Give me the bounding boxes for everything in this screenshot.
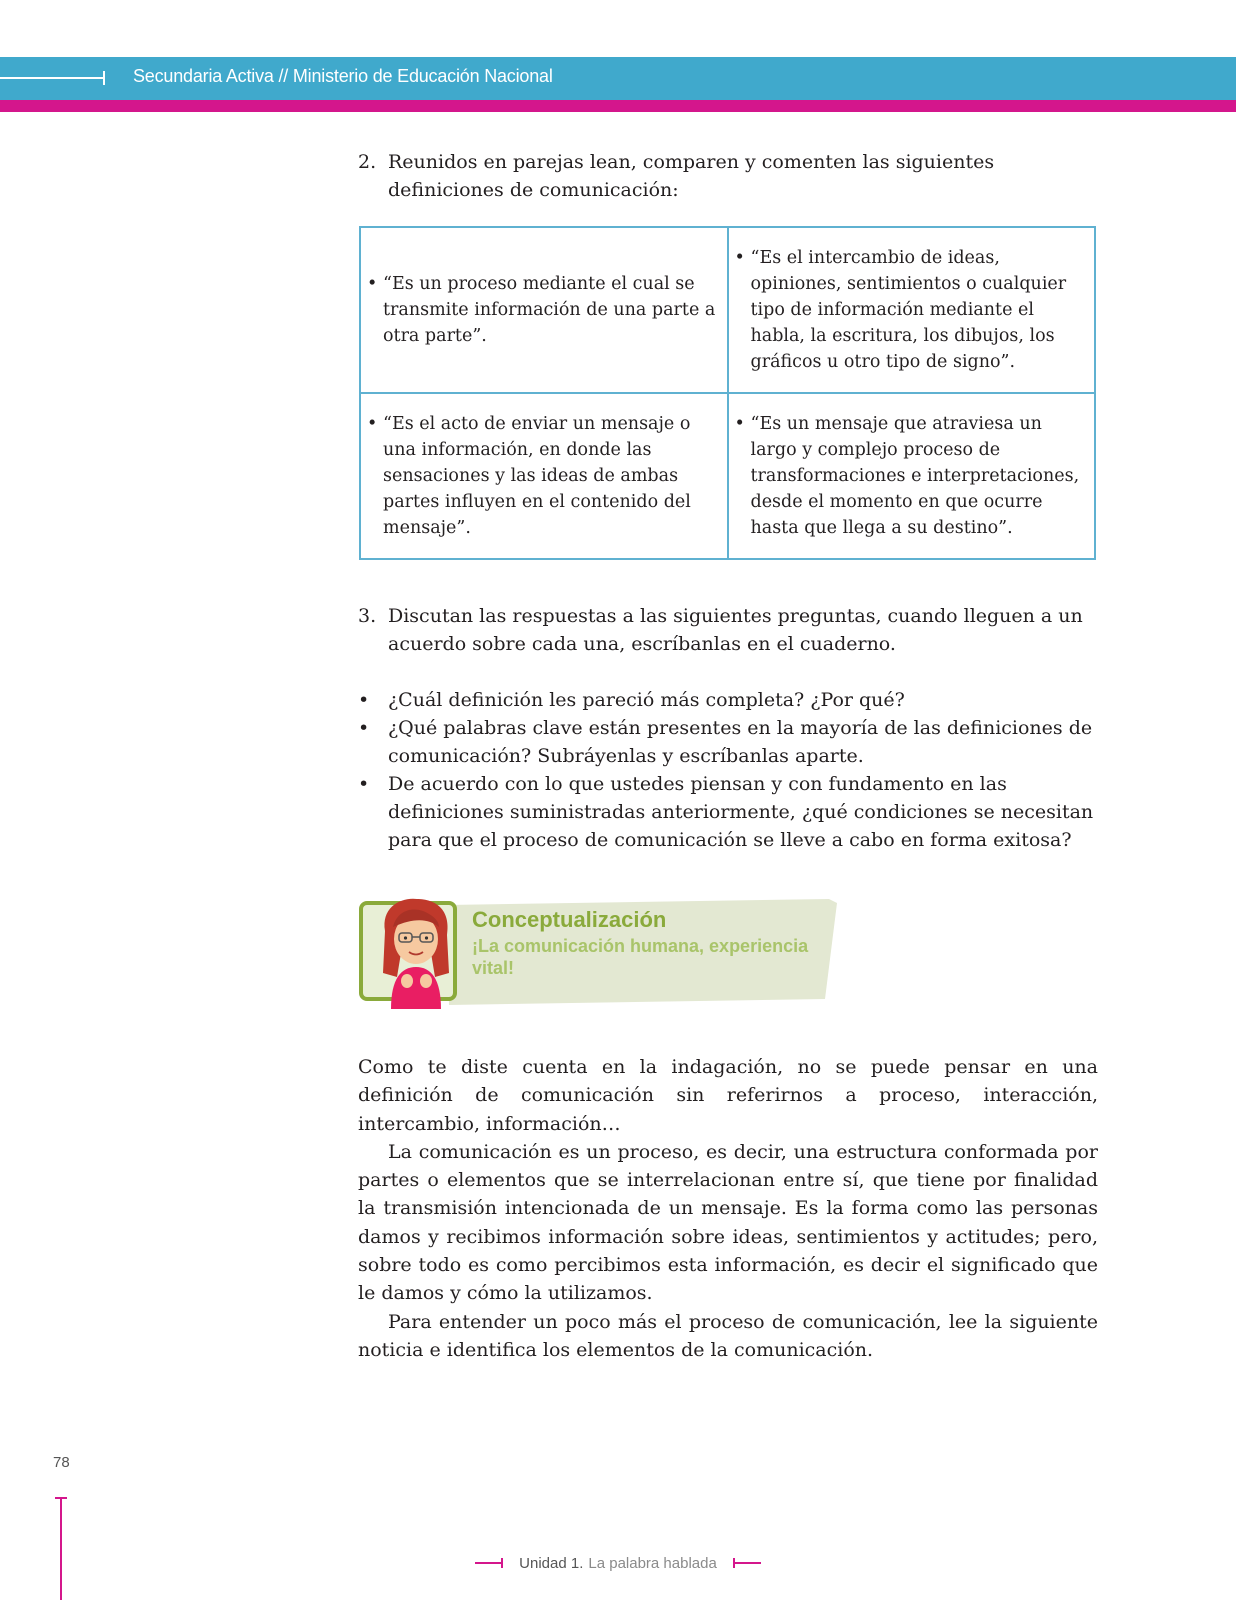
question-number: 2. <box>358 151 377 173</box>
header-stripe <box>0 100 1236 112</box>
header-rule <box>0 77 104 79</box>
footer-left-rule <box>475 1562 503 1564</box>
banner-subtitle: ¡La comunicación humana, experiencia vital! <box>472 936 809 978</box>
question-3 <box>358 602 1098 658</box>
definition-cell <box>360 393 728 559</box>
definitions-row <box>360 227 1095 393</box>
margin-line <box>60 1497 62 1600</box>
paragraph: Como te diste cuenta en la indagación, no se puede pensar en una definición de comunicación sin referirnos a proceso, interacción, intercambio, información… <box>358 1056 1098 1135</box>
page-number: 78 <box>53 1454 70 1471</box>
footer-right-rule <box>733 1562 761 1564</box>
footer-unit: Unidad 1. <box>519 1554 584 1572</box>
definition-cell <box>728 393 1096 559</box>
discussion-questions <box>358 686 1098 854</box>
definition-cell <box>728 227 1096 393</box>
definitions-row <box>360 393 1095 559</box>
list-item-text: De acuerdo con lo que ustedes piensan y con fundamento en las definiciones suministradas anteriormente, ¿qué condiciones se necesitan para que el proceso de comunicación se lleve a cabo en forma exitosa? <box>388 773 1094 851</box>
bullet-icon: • <box>734 414 745 434</box>
list-item <box>358 770 1098 854</box>
bullet-icon: • <box>367 274 378 294</box>
bullet-icon: • <box>358 689 370 711</box>
list-item <box>358 714 1098 770</box>
question-number: 3. <box>358 605 377 627</box>
definitions-table <box>359 226 1096 560</box>
bullet-icon: • <box>358 773 370 795</box>
header-tick <box>103 71 105 85</box>
header-title: Secundaria Activa // Ministerio de Educación Nacional <box>133 66 553 86</box>
student-avatar-icon <box>371 897 461 1009</box>
definition-text: “Es el acto de enviar un mensaje o una información, en donde las sensaciones y las ideas de ambas partes influyen en el contenido del mensaje”. <box>383 414 691 538</box>
definition-text: “Es el intercambio de ideas, opiniones, sentimientos o cualquier tipo de información mediante el habla, la escritura, los dibujos, los gráficos u otro tipo de signo”. <box>750 248 1067 372</box>
definition-cell <box>360 227 728 393</box>
bullet-icon: • <box>358 717 370 739</box>
banner-title: Conceptualización <box>472 907 667 932</box>
paragraph: Para entender un poco más el proceso de comunicación, lee la siguiente noticia e identifica los elementos de la comunicación. <box>358 1310 1098 1361</box>
bullet-icon: • <box>367 414 378 434</box>
paragraph: La comunicación es un proceso, es decir, una estructura conformada por partes o elementos que se interrelacionan entre sí, que tiene por finalidad la transmisión intencionada de un mensaje. Es la forma como las personas damos y recibimos información sobre ideas, sentimientos y actitudes; pero, sobre todo es como percibimos esta información, es decir el significado que le damos y cómo la utilizamos. <box>358 1140 1098 1305</box>
bullet-icon: • <box>734 248 745 268</box>
footer <box>0 1551 1236 1572</box>
body-text <box>358 1053 1098 1364</box>
footer-unit-title: La palabra hablada <box>588 1554 717 1572</box>
question-text: Discutan las respuestas a las siguientes preguntas, cuando lleguen a un acuerdo sobre cada una, escríbanlas en el cuaderno. <box>388 605 1083 655</box>
definition-text: “Es un mensaje que atraviesa un largo y complejo proceso de transformaciones e interpretaciones, desde el momento en que ocurre hasta que llega a su destino”. <box>750 414 1080 538</box>
question-text: Reunidos en parejas lean, comparen y comenten las siguientes definiciones de comunicación: <box>388 151 995 201</box>
list-item <box>358 686 1098 714</box>
conceptualization-banner <box>359 897 839 1007</box>
question-2 <box>358 148 1098 204</box>
definition-text: “Es un proceso mediante el cual se transmite información de una parte a otra parte”. <box>383 274 716 346</box>
list-item-text: ¿Cuál definición les pareció más completa? ¿Por qué? <box>388 689 905 711</box>
list-item-text: ¿Qué palabras clave están presentes en la mayoría de las definiciones de comunicación? Subráyenlas y escríbanlas aparte. <box>388 717 1093 767</box>
